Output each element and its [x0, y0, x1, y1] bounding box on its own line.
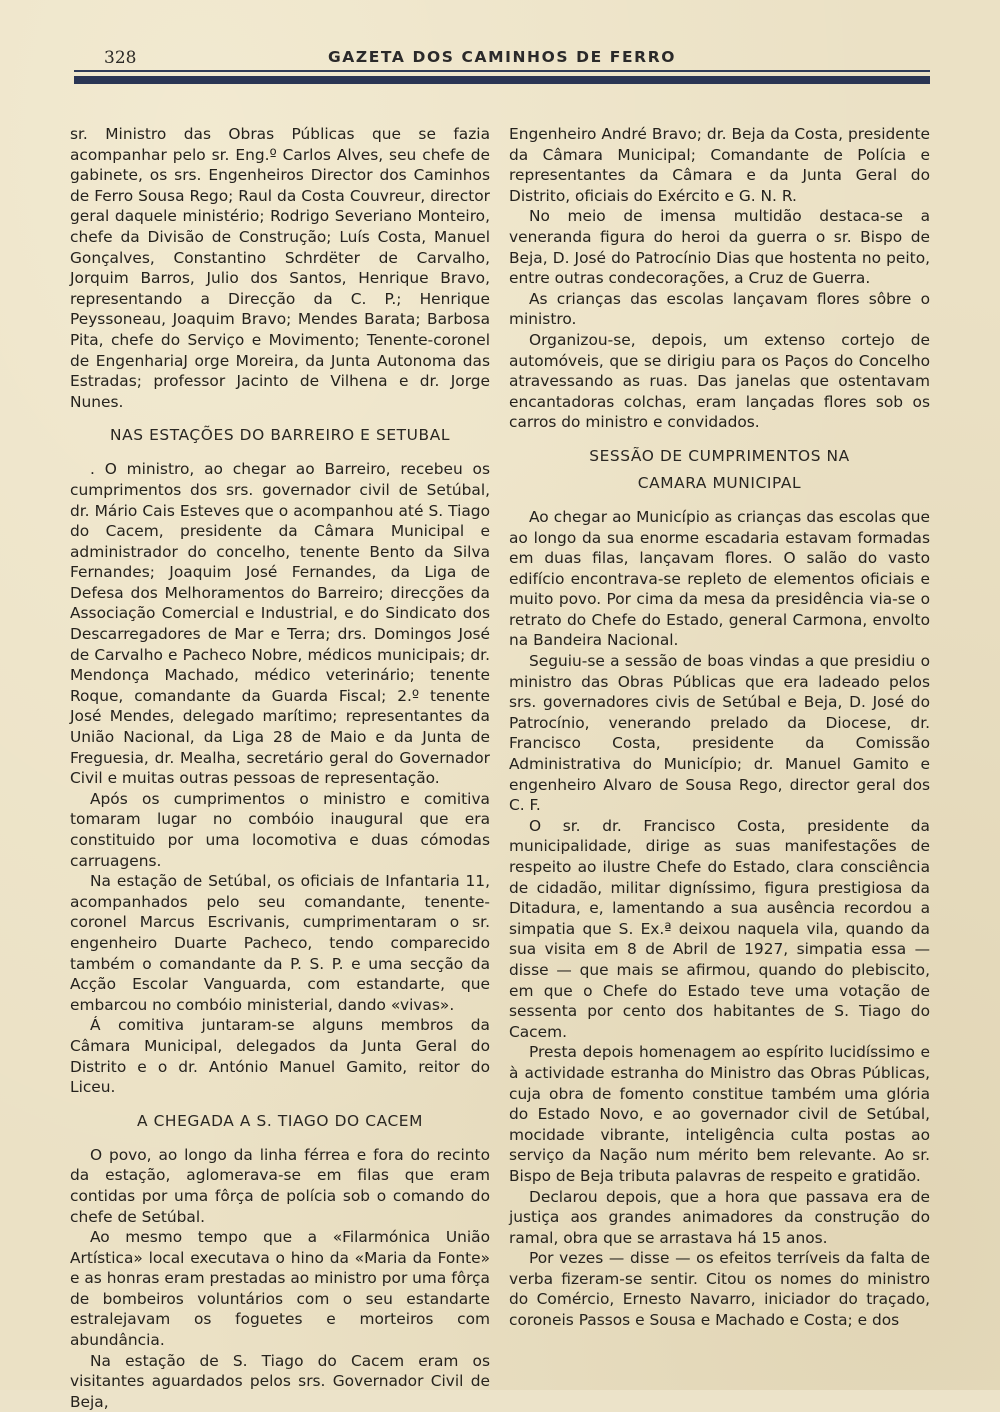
paragraph: As crianças das escolas lançavam flores sôbre o ministro.	[509, 289, 930, 329]
right-column	[509, 124, 930, 1331]
page-header	[74, 48, 930, 70]
paragraph: sr. Ministro das Obras Públicas que se fazia acompanhar pelo sr. Eng.º Carlos Alves, seu chefe de gabinete, os srs. Engenheiros Director dos Caminhos de Ferro Sousa Rego; Raul da Costa Couvreur, director geral daquele ministério; Rodrigo Severiano Monteiro, chefe da Divisão de Construção; Luís Costa, Manuel Gonçalves, Constantino Schrdëter de Carvalho, Jorquim Barros, Julio dos Santos, Henrique Bravo, representando a Direcção da C. P.; Henrique Peyssoneau, Joaquim Bravo; Mendes Barata; Barbosa Pita, chefe do Serviço e Movimento; Tenente-coronel de EngenhariaJ orge Moreira, da Junta Autonoma das Estradas; professor Jacinto de Vilhena e dr. Jorge Nunes.	[70, 125, 490, 411]
paragraph: Na estação de Setúbal, os oficiais de Infantaria 11, acompanhados pelo seu comandante, tenente-coronel Marcus Escrivanis, cumprimentaram o sr. engenheiro Duarte Pacheco, tendo comparecido também o comandante da P. S. P. e uma secção da Acção Escolar Vanguarda, com estandarte, que embarcou no combóio ministerial, dando «vivas».	[70, 872, 490, 1014]
header-rule-thick	[74, 76, 930, 84]
page-number: 328	[104, 48, 137, 68]
header-rule-thin	[74, 70, 930, 72]
section-heading: A CHEGADA A S. TIAGO DO CACEM	[136, 1111, 424, 1130]
paragraph: Após os cumprimentos o ministro e comitiva tomaram lugar no combóio inaugural que era constituido por uma locomotiva e duas cómodas carruagens.	[70, 789, 490, 870]
paragraph: Na estação de S. Tiago do Cacem eram os visitantes aguardados pelos srs. Governador Civil de Beja,	[70, 1351, 490, 1411]
paragraph: Engenheiro André Bravo; dr. Beja da Costa, presidente da Câmara Municipal; Comandante de Polícia e representantes da Câmara e da Junta Geral do Distrito, oficiais do Exército e G. N. R.	[509, 125, 930, 205]
journal-title: GAZETA DOS CAMINHOS DE FERRO	[327, 48, 677, 66]
paragraph: O sr. dr. Francisco Costa, presidente da municipalidade, dirige as suas manifestações de respeito ao ilustre Chefe do Estado, clara consciência de cidadão, militar digníssimo, figura prestigiosa da Ditadura, e, lamentando a sua ausência recordou a simpatia que S. Ex.ª deixou naquela vila, quando da sua visita em 8 de Abril de 1927, simpatia essa — disse — que mais se afirmou, quando do plebiscito, em que o Chefe do Estado teve uma votação de sessenta por cento dos habitantes de S. Tiago do Cacem.	[509, 816, 930, 1041]
paragraph: Ao mesmo tempo que a «Filarmónica União Artística» local executava o hino da «Maria da Fonte» e as honras eram prestadas ao ministro por uma fôrça de bombeiros voluntários com o seu estandarte estralejavam os foguetes e morteiros com abundância.	[70, 1228, 490, 1350]
paragraph: Declarou depois, que a hora que passava era de justiça aos grandes animadores da construção do ramal, obra que se arrastava há 15 anos.	[509, 1187, 930, 1247]
paragraph: Seguiu-se a sessão de boas vindas a que presidiu o ministro das Obras Públicas que era ladeado pelos srs. governadores civis de Setúbal e Beja, D. José do Patrocínio, venerando prelado da Diocese, dr. Francisco Costa, presidente da Comissão Administrativa do Município; dr. Manuel Gamito e engenheiro Alvaro de Sousa Rego, director geral dos C. F.	[509, 652, 930, 815]
paragraph: Presta depois homenagem ao espírito lucidíssimo e à actividade estranha do Ministro das Obras Públicas, cuja obra de fomento constitue também uma glória do Estado Novo, e ao governador civil de Setúbal, mocidade vibrante, inteligência culta postas ao serviço da Nação num mérito bem relevante. Ao sr. Bispo de Beja tributa palavras de respeito e gratidão.	[509, 1043, 930, 1185]
paragraph: Por vezes — disse — os efeitos terríveis da falta de verba fizeram-se sentir. Citou os nomes do ministro do Comércio, Ernesto Navarro, iniciador do traçado, coroneis Passos e Sousa e Machado e Costa; e dos	[509, 1249, 930, 1330]
paragraph: O povo, ao longo da linha férrea e fora do recinto da estação, aglomerava-se em filas que eram contidas por uma fôrça de polícia sob o comando do chefe de Setúbal.	[70, 1145, 490, 1226]
left-column	[70, 124, 490, 1412]
paragraph: . O ministro, ao chegar ao Barreiro, recebeu os cumprimentos dos srs. governador civil de Setúbal, dr. Mário Cais Esteves que o acompanhou até S. Tiago do Cacem, presidente da Câmara Municipal e administrador do concelho, tenente Bento da Silva Fernandes; Joaquim José Fernandes, da Liga de Defesa dos Melhoramentos do Barreiro; direcções da Associação Comercial e Industrial, e do Sindicato dos Descarregadores de Mar e Terra; drs. Domingos José de Carvalho e Pacheco Nobre, médicos municipais; dr. Mendonça Machado, médico veterinário; tenente Roque, comandante da Guarda Fiscal; 2.º tenente José Mendes, delegado marítimo; representantes da União Nacional, da Liga 28 de Maio e da Junta de Freguesia, dr. Mealha, secretário geral do Governador Civil e muitas outras pessoas de representação.	[70, 460, 490, 788]
paragraph: Á comitiva juntaram-se alguns membros da Câmara Municipal, delegados da Junta Geral do Distrito e o dr. António Manuel Gamito, reitor do Liceu.	[70, 1016, 490, 1097]
section-heading: NAS ESTAÇÕES DO BARREIRO E SETUBAL	[109, 426, 451, 445]
section-heading-line-2: CAMARA MUNICIPAL	[637, 473, 802, 492]
section-heading-line-1: SESSÃO DE CUMPRIMENTOS NA	[589, 446, 850, 465]
paragraph: Ao chegar ao Município as crianças das escolas que ao longo da sua enorme escadaria estavam formadas em duas filas, lançavam flores. O salão do vasto edifício encontrava-se repleto de elementos oficiais e muito povo. Por cima da mesa da presidência via-se o retrato do Chefe do Estado, general Carmona, envolto na Bandeira Nacional.	[509, 507, 930, 650]
paragraph: No meio de imensa multidão destaca-se a veneranda figura do heroi da guerra o sr. Bispo de Beja, D. José do Patrocínio Dias que hostenta no peito, entre outras condecorações, a Cruz de Guerra.	[509, 207, 930, 288]
paragraph: Organizou-se, depois, um extenso cortejo de automóveis, que se dirigiu para os Paços do Concelho atravessando as ruas. Das janelas que ostentavam encantadoras colchas, eram lançadas flores sob os carros do ministro e convidados.	[509, 330, 930, 432]
